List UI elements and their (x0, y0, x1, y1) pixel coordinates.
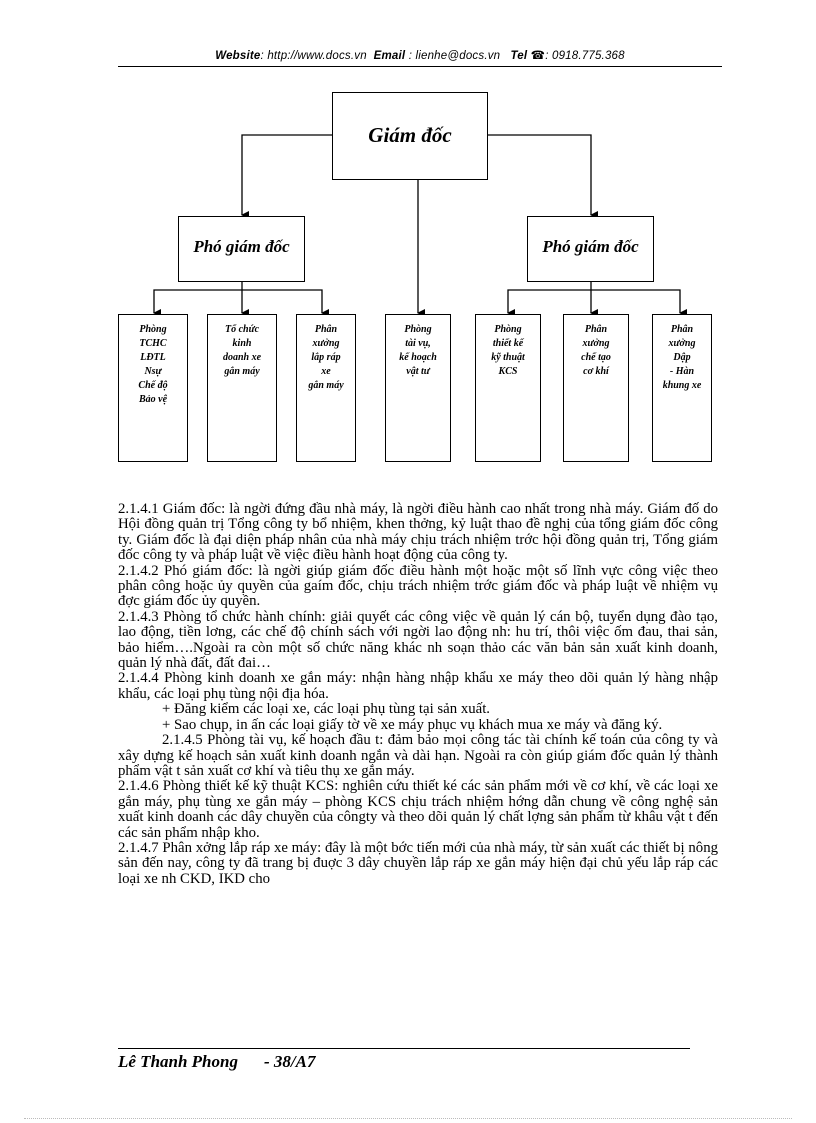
tel-label: Tel (510, 50, 528, 62)
paragraph-sales: 2.1.4.4 Phòng kinh doanh xe gắn máy: nhận hàng nhập khẩu xe máy theo dõi quản lý hàng nhập khẩu, các loại phụ tùng nội địa hóa. (118, 670, 718, 702)
dept-line: Chế độ (138, 380, 168, 391)
dept-line: xưởng (582, 338, 610, 349)
footer-divider (118, 1048, 690, 1049)
dept-line: khung xe (662, 380, 702, 391)
tel-value: : 0918.775.368 (545, 50, 625, 62)
dept-box-sales (207, 314, 277, 462)
connector-top-right (488, 135, 591, 215)
deputy-right-box (527, 216, 654, 282)
body-text (118, 502, 718, 887)
director-title: Giám đốc (368, 123, 452, 147)
dept-label-hr (121, 323, 185, 407)
dept-line: chế tạo (581, 352, 611, 363)
dept-line: Tổ chức (224, 324, 260, 335)
email-value[interactable]: : lienhe@docs.vn (408, 50, 501, 62)
paragraph-deputy: 2.1.4.2 Phó giám đốc: là ngời giúp giám đốc điều hành một hoặc một số lĩnh vực công việc theo phân công hoặc ủy quyền của gaím đốc, chịu trách nhiệm trớc giám đốc và pháp luật về nhiệm vụ đợc giám đốc ủy quyền. (118, 562, 718, 610)
dept-box-mechanical (563, 314, 629, 462)
dept-box-pressing (652, 314, 712, 462)
website-value[interactable]: : http://www.docs.vn (260, 50, 367, 62)
dept-line: cơ khí (583, 366, 609, 377)
dept-line: Phòng (139, 324, 167, 335)
dept-line: gắn máy (308, 380, 344, 391)
page-bottom-edge (24, 1118, 792, 1119)
dept-line: kỹ thuật (491, 352, 525, 363)
paragraph-finance: 2.1.4.5 Phòng tài vụ, kế hoạch đầu t: đảm bảo mọi công tác tài chính kế toán của công ty và xây dựng kế hoạch sản xuất kinh doanh ngắn và dài hạn. Ngoài ra còn giúp giám đốc quản lý thành phẩm vật t sản xuất cơ khí và tiêu thụ xe gắn máy. (118, 732, 718, 779)
website-label: Website (215, 50, 261, 62)
dept-line: Phân (314, 324, 338, 335)
paragraph-kcs: 2.1.4.6 Phòng thiết kế kỹ thuật KCS: nghiên cứu thiết ké các sản phẩm mới về cơ khí, về các loại xe gắn máy, phụ tùng xe gắn máy – phòng KCS chịu trách nhiệm hớng dẫn chung về công nghệ sản xuất kinh doanh các dây chuyền của côngty và theo dõi quản lý chất lợng sản phẩm từ khâu vật t đến các sản phẩm nhập kho. (118, 778, 718, 841)
dept-label-sales (210, 323, 274, 379)
dept-line: doanh xe (222, 352, 262, 363)
deputy-left-box (178, 216, 305, 282)
dept-line: xe (321, 366, 331, 377)
director-box (332, 92, 488, 180)
dept-label-assembly (299, 323, 353, 393)
paragraph-director: 2.1.4.1 Giám đốc: là ngời đứng đầu nhà máy, là ngời điều hành cao nhất trong nhà máy. Giám đố do Hội đồng quản trị Tổng công ty bổ nhiệm, khen thởng, kỷ luật thao đề nghị của tổng giám đốc công ty. Giám đốc là đại diện pháp nhân của nhà máy chịu trách nhiệm trớc hội đồng quản trị, Tổng giám đốc công ty và pháp luật về việc điều hành hoạt động của công ty. (118, 501, 718, 564)
dept-line: xưởng (312, 338, 340, 349)
email-label: Email (373, 50, 406, 62)
dept-line: TCHC (139, 338, 167, 349)
dept-line: Phòng (404, 324, 432, 335)
dept-line: thiết kế (492, 338, 524, 349)
footer-page-number: - 38/A7 (263, 1052, 316, 1071)
paragraph-admin: 2.1.4.3 Phòng tổ chức hành chính: giải quyết các công việc về quản lý cán bộ, tuyển dụng đào tạo, lao động, tiền lơng, các chế độ chính sách với ngời lao động nh: hu trí, thôi việc ốm đau, thai sản, bảo hiểm….Ngoài ra còn một số chức năng khác nh soạn thảo các văn bản sản xuất kinh doanh, quản lý nhà đất, đất đai… (118, 608, 718, 672)
deputy-right-title: Phó giám đốc (542, 237, 639, 256)
footer-author: Lê Thanh Phong (118, 1052, 238, 1071)
dept-line: Dập (673, 352, 691, 363)
paragraph-sales-item-1: + Đăng kiểm các loại xe, các loại phụ tùng tại sản xuất. (162, 701, 491, 718)
paragraph-sales-item-2: + Sao chụp, in ấn các loại giấy tờ về xe máy phục vụ khách mua xe máy và đăng ký. (162, 716, 663, 733)
phone-icon: ☎ (530, 50, 546, 62)
dept-label-mechanical (566, 323, 626, 379)
dept-line: kinh (232, 338, 252, 349)
dept-box-hr (118, 314, 188, 462)
dept-label-finance (388, 323, 448, 379)
dept-box-finance (385, 314, 451, 462)
dept-box-assembly (296, 314, 356, 462)
connector-top-left (242, 135, 332, 215)
dept-line: vật tư (406, 366, 430, 377)
dept-label-kcs (478, 323, 538, 379)
dept-line: LĐTL (140, 352, 166, 363)
dept-line: - Hàn (669, 366, 695, 377)
dept-line: Phòng (494, 324, 522, 335)
dept-line: KCS (498, 366, 518, 377)
dept-line: gắn máy (224, 366, 260, 377)
deputy-left-title: Phó giám đốc (193, 237, 290, 256)
dept-line: kế hoạch (399, 352, 437, 363)
dept-line: Phân (584, 324, 608, 335)
paragraph-assembly: 2.1.4.7 Phân xởng lắp ráp xe máy: đây là một bớc tiến mới của nhà máy, từ sản xuất các thiết bị nông sản đến nay, công ty đã trang bị đuợc 3 dây chuyền lắp ráp xe gắn máy hiện đại chủ yếu lắp ráp các loại xe nh CKD, IKD cho (118, 839, 718, 887)
dept-line: xưởng (668, 338, 696, 349)
dept-line: Nsự (144, 366, 162, 377)
dept-line: Phân (670, 324, 694, 335)
dept-line: Bảo vệ (138, 394, 168, 405)
dept-box-kcs (475, 314, 541, 462)
dept-line: lắp ráp (311, 352, 341, 363)
page-footer (118, 1052, 315, 1072)
dept-label-pressing (655, 323, 709, 393)
dept-line: tài vụ, (405, 338, 431, 349)
